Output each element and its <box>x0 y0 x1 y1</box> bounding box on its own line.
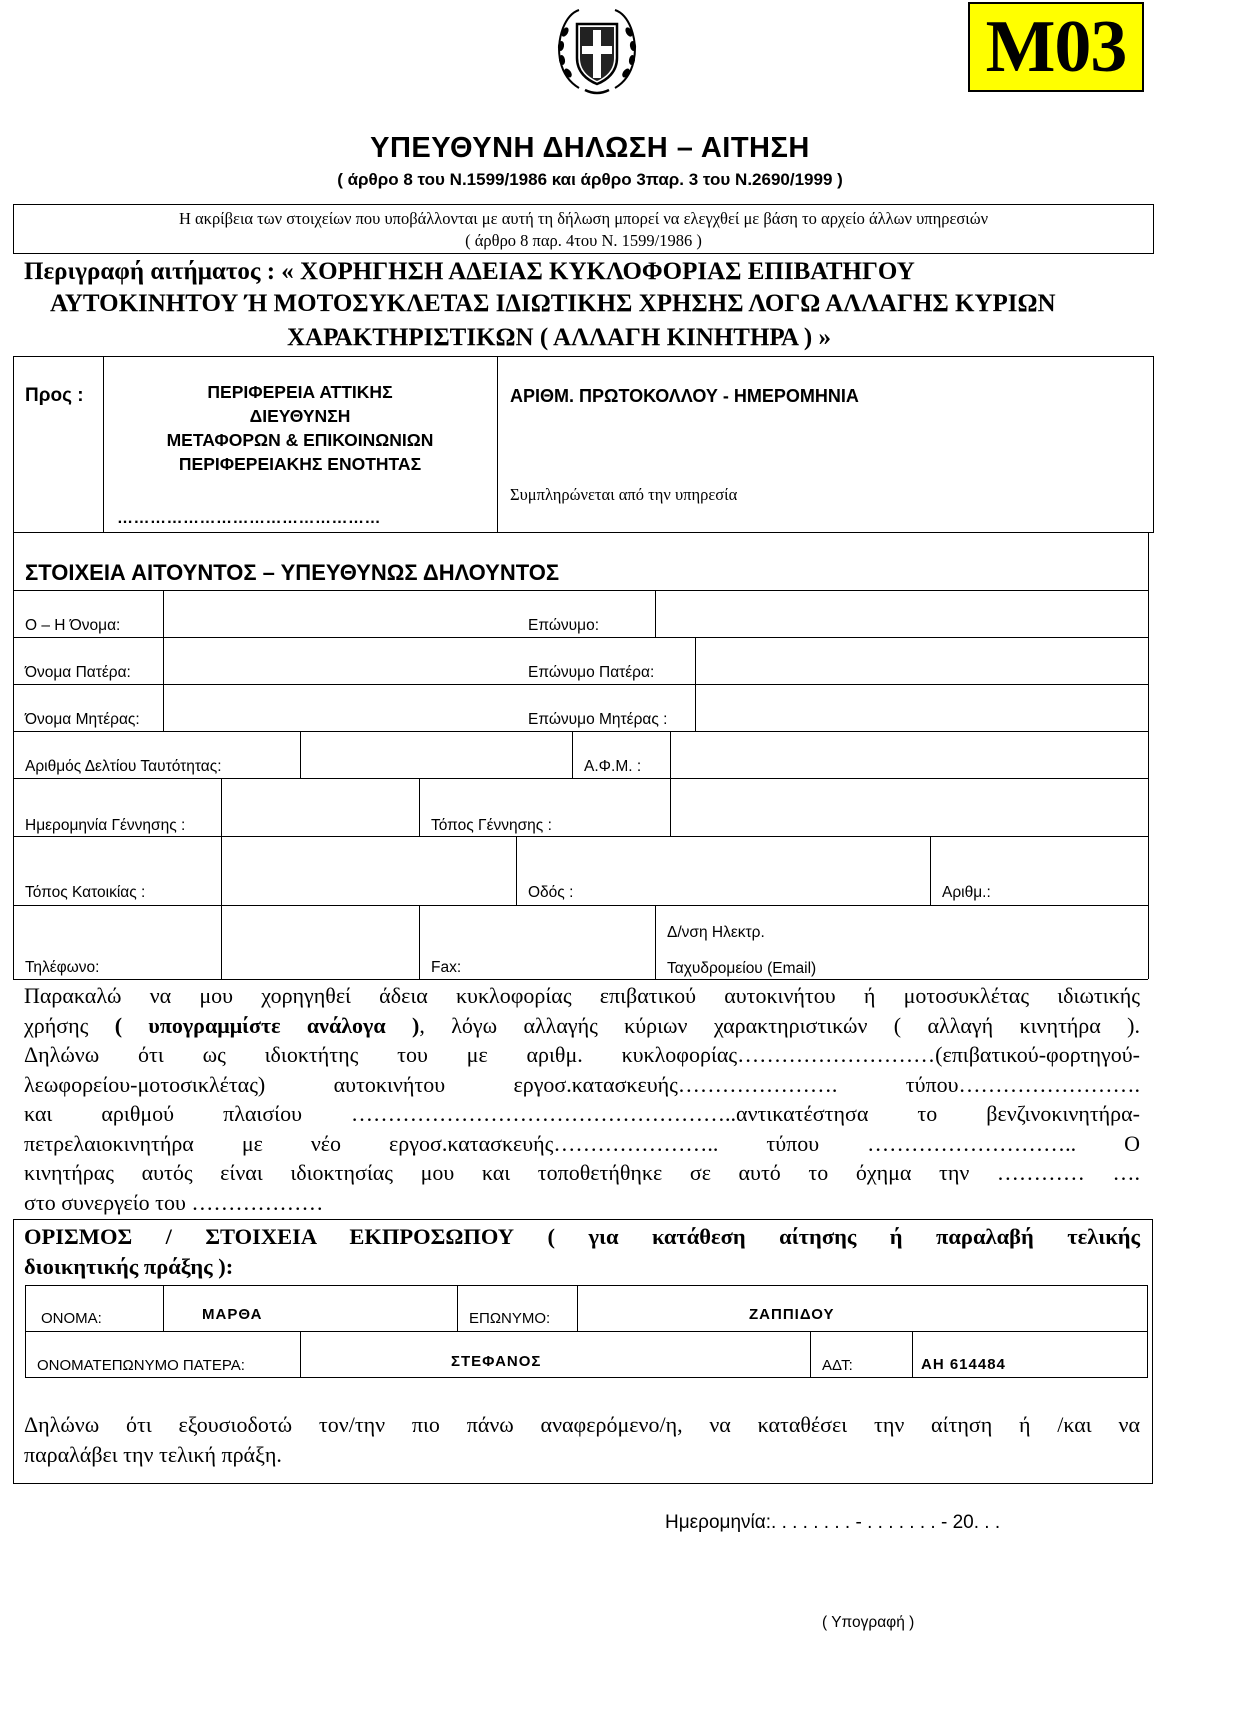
street-number-field[interactable] <box>1010 838 1147 904</box>
date-field[interactable]: Ημερομηνία:. . . . . . . . - . . . . . . . - 20. . . <box>665 1512 1001 1533</box>
street-field[interactable] <box>600 838 928 904</box>
id-number-field[interactable] <box>302 733 570 777</box>
cell-divider <box>670 731 671 778</box>
first-name-label: Ο – Η Όνομα: <box>25 617 121 634</box>
cell-divider <box>572 731 573 778</box>
legal-notice-reference: ( άρθρο 8 παρ. 4του Ν. 1599/1986 ) <box>465 231 702 250</box>
legal-notice-box <box>13 204 1154 254</box>
cell-divider <box>516 836 517 905</box>
rep-father-value[interactable]: ΣΤΕΦΑΝΟΣ <box>451 1353 542 1370</box>
fax-label: Fax: <box>431 959 462 976</box>
street-label: Οδός : <box>528 884 574 901</box>
cell-divider <box>163 590 164 637</box>
cell-divider <box>655 905 656 979</box>
declaration-line: λεωφορείου-μοτοσικλέτας) αυτοκινήτου εργοσ.κατασκευής…………………. τύπου……………………. <box>24 1071 1140 1097</box>
row-line <box>13 731 1148 732</box>
afm-field[interactable] <box>672 733 1147 777</box>
rep-adt-label: ΑΔΤ: <box>822 1357 853 1374</box>
cell-divider <box>655 590 656 637</box>
cell-divider <box>930 836 931 905</box>
email-field[interactable] <box>850 907 1147 977</box>
coat-of-arms-emblem <box>549 2 645 98</box>
representative-title-line: ΟΡΙΣΜΟΣ / ΣΤΟΙΧΕΙΑ ΕΚΠΡΟΣΩΠΟΥ ( για κατάθεση αίτησης ή παραλαβή τελικής <box>24 1224 1140 1249</box>
mother-surname-label: Επώνυμο Μητέρας : <box>528 711 668 728</box>
cell-divider <box>670 778 671 836</box>
cell-divider <box>300 1331 301 1378</box>
cell-divider <box>419 778 420 836</box>
mother-name-field[interactable] <box>165 686 515 730</box>
cell-divider <box>300 731 301 778</box>
email-label-continued: Ταχυδρομείου (Email) <box>667 960 817 977</box>
id-number-label: Αριθμός Δελτίου Ταυτότητας: <box>25 758 222 775</box>
mother-surname-field[interactable] <box>697 686 1147 730</box>
to-label: Προς : <box>25 385 84 406</box>
afm-label: Α.Φ.Μ. : <box>584 758 642 775</box>
row-line <box>25 1331 1148 1332</box>
divider <box>103 356 104 533</box>
declaration-text: , λόγω αλλαγής κύριων χαρακτηριστικών ( αλλαγή κινητήρα ). <box>419 1012 1141 1038</box>
authorization-line: παραλάβει την τελική πράξη. <box>24 1441 282 1467</box>
father-name-field[interactable] <box>165 639 515 683</box>
cell-divider <box>457 1285 458 1331</box>
cell-divider <box>221 905 222 979</box>
rep-surname-label: ΕΠΩΝΥΜΟ: <box>469 1310 551 1327</box>
cell-divider <box>163 637 164 684</box>
cell-divider <box>695 684 696 731</box>
rep-father-label: ΟΝΟΜΑΤΕΠΩΝΥΜΟ ΠΑΤΕΡΑ: <box>37 1357 245 1374</box>
cell-divider <box>912 1331 913 1378</box>
applicant-section-title: ΣΤΟΙΧΕΙΑ ΑΙΤΟΥΝΤΟΣ – ΥΠΕΥΘΥΝΩΣ ΔΗΛΟΥΝΤΟΣ <box>25 560 560 585</box>
rep-name-label: ΟΝΟΜΑ: <box>41 1310 102 1327</box>
declaration-line <box>24 1011 1140 1041</box>
authorization-paragraph <box>24 1410 1140 1469</box>
declaration-line: Παρακαλώ να μου χορηγηθεί άδεια κυκλοφορίας επιβατικού αυτοκινήτου ή μοτοσυκλέτας ιδιωτικής <box>24 983 1140 1008</box>
cell-divider <box>163 684 164 731</box>
declaration-text: χρήσης <box>24 1012 115 1038</box>
cell-divider <box>695 637 696 684</box>
divider <box>497 356 498 533</box>
recipient-line: ΜΕΤΑΦΟΡΩΝ & ΕΠΙΚΟΙΝΩΝΙΩΝ <box>166 430 434 450</box>
cell-divider <box>810 1331 811 1378</box>
declaration-line: πετρελαιοκινητήρα με νέο εργοσ.κατασκευής………………….. τύπου ……………………….. Ο <box>24 1130 1140 1156</box>
request-description-line: Περιγραφή αιτήματος : « ΧΟΡΗΓΗΣΗ ΑΔΕΙΑΣ ΚΥΚΛΟΦΟΡΙΑΣ ΕΠΙΒΑΤΗΓΟΥ <box>24 258 915 285</box>
rep-name-value[interactable]: ΜΑΡΘΑ <box>202 1306 263 1323</box>
street-number-label: Αριθμ.: <box>942 884 991 901</box>
underline-instruction: ( υπογραμμίστε ανάλογα ) <box>114 1012 420 1038</box>
row-line <box>13 836 1148 837</box>
table-border <box>1148 533 1149 979</box>
legal-notice-line: Η ακρίβεια των στοιχείων που υποβάλλονται με αυτή τη δήλωση μπορεί να ελεγχθεί με βάση το αρχείο άλλων υπηρεσιών <box>178 209 989 228</box>
birth-date-label: Ημερομηνία Γέννησης : <box>25 817 186 834</box>
protocol-number-label: ΑΡΙΘΜ. ΠΡΩΤΟΚΟΛΛΟΥ - ΗΜΕΡΟΜΗΝΙΑ <box>510 386 859 406</box>
recipient-line: ΔΙΕΥΘΥΝΣΗ <box>249 406 351 426</box>
fax-field[interactable] <box>470 907 653 977</box>
birth-place-label: Τόπος Γέννησης : <box>431 817 552 834</box>
recipient-unit-blank[interactable]: ………………………………………… <box>117 510 381 527</box>
representative-title <box>24 1222 1140 1281</box>
request-description <box>24 256 1154 354</box>
declaration-line: και αριθμού πλαισίου ……………………………………………..αντικατέστησα το βενζινοκινητήρα- <box>24 1101 1140 1126</box>
row-line <box>13 905 1148 906</box>
row-line <box>13 684 1148 685</box>
birth-place-field[interactable] <box>672 780 1147 835</box>
form-title: ΥΠΕΥΘΥΝΗ ΔΗΛΩΣΗ – ΑΙΤΗΣΗ <box>370 132 810 164</box>
residence-field[interactable] <box>223 838 514 904</box>
phone-field[interactable] <box>223 907 417 977</box>
cell-divider <box>419 905 420 979</box>
row-line <box>13 590 1148 591</box>
father-surname-field[interactable] <box>697 639 1147 683</box>
rep-adt-value[interactable]: ΑΗ 614484 <box>921 1356 1006 1373</box>
phone-label: Τηλέφωνο: <box>25 959 100 976</box>
recipient-line: ΠΕΡΙΦΕΡΕΙΑ ΑΤΤΙΚΗΣ <box>207 382 393 402</box>
declaration-paragraph <box>24 981 1140 1217</box>
representative-title-line: διοικητικής πράξης ): <box>24 1253 234 1279</box>
cell-divider <box>163 1285 164 1331</box>
declaration-line: Δηλώνω ότι ως ιδιοκτήτης του με αριθμ. κυκλοφορίας………………………(επιβατικού-φορτηγού- <box>24 1042 1140 1067</box>
request-description-line: ΑΥΤΟΚΙΝΗΤΟΥ Ή ΜΟΤΟΣΥΚΛΕΤΑΣ ΙΔΙΩΤΙΚΗΣ ΧΡΗΣΗΣ ΛΟΓΩ ΑΛΛΑΓΗΣ ΚΥΡΙΩΝ <box>50 290 1056 317</box>
recipient-line: ΠΕΡΙΦΕΡΕΙΑΚΗΣ ΕΝΟΤΗΤΑΣ <box>178 454 422 474</box>
birth-date-field[interactable] <box>223 780 417 835</box>
cell-divider <box>577 1285 578 1331</box>
protocol-note: Συμπληρώνεται από την υπηρεσία <box>510 485 738 504</box>
form-subtitle: ( άρθρο 8 του Ν.1599/1986 και άρθρο 3παρ. 3 του Ν.2690/1999 ) <box>337 170 843 189</box>
mother-name-label: Όνομα Μητέρας: <box>25 711 140 728</box>
declaration-line: στο συνεργείο του ……………… <box>24 1189 324 1215</box>
rep-surname-value[interactable]: ΖΑΠΠΙΔΟΥ <box>749 1306 835 1323</box>
father-name-label: Όνομα Πατέρα: <box>25 664 131 681</box>
cell-divider <box>221 836 222 905</box>
father-surname-label: Επώνυμο Πατέρα: <box>528 664 655 681</box>
row-line <box>13 778 1148 779</box>
email-label: Δ/νση Ηλεκτρ. <box>667 924 765 941</box>
table-border <box>13 533 14 979</box>
recipient-authority <box>110 380 490 476</box>
row-line <box>13 979 1148 980</box>
declaration-line: κινητήρας αυτός είναι ιδιοκτησίας μου και τοποθετήθηκε σε αυτό το όχημα την ………… …. <box>24 1160 1140 1185</box>
form-code-badge: M03 <box>968 2 1144 92</box>
row-line <box>13 637 1148 638</box>
request-description-line: ΧΑΡΑΚΤΗΡΙΣΤΙΚΩΝ ( ΑΛΛΑΓΗ ΚΙΝΗΤΗΡΑ ) » <box>287 324 831 351</box>
signature-label: ( Υπογραφή ) <box>822 1614 915 1631</box>
residence-label: Τόπος Κατοικίας : <box>25 884 146 901</box>
last-name-field[interactable] <box>657 592 1147 636</box>
first-name-field[interactable] <box>165 592 515 636</box>
authorization-line: Δηλώνω ότι εξουσιοδοτώ τον/την πιο πάνω αναφερόμενο/η, να καταθέσει την αίτηση ή /και να <box>24 1412 1140 1437</box>
cell-divider <box>221 778 222 836</box>
last-name-label: Επώνυμο: <box>528 617 599 634</box>
